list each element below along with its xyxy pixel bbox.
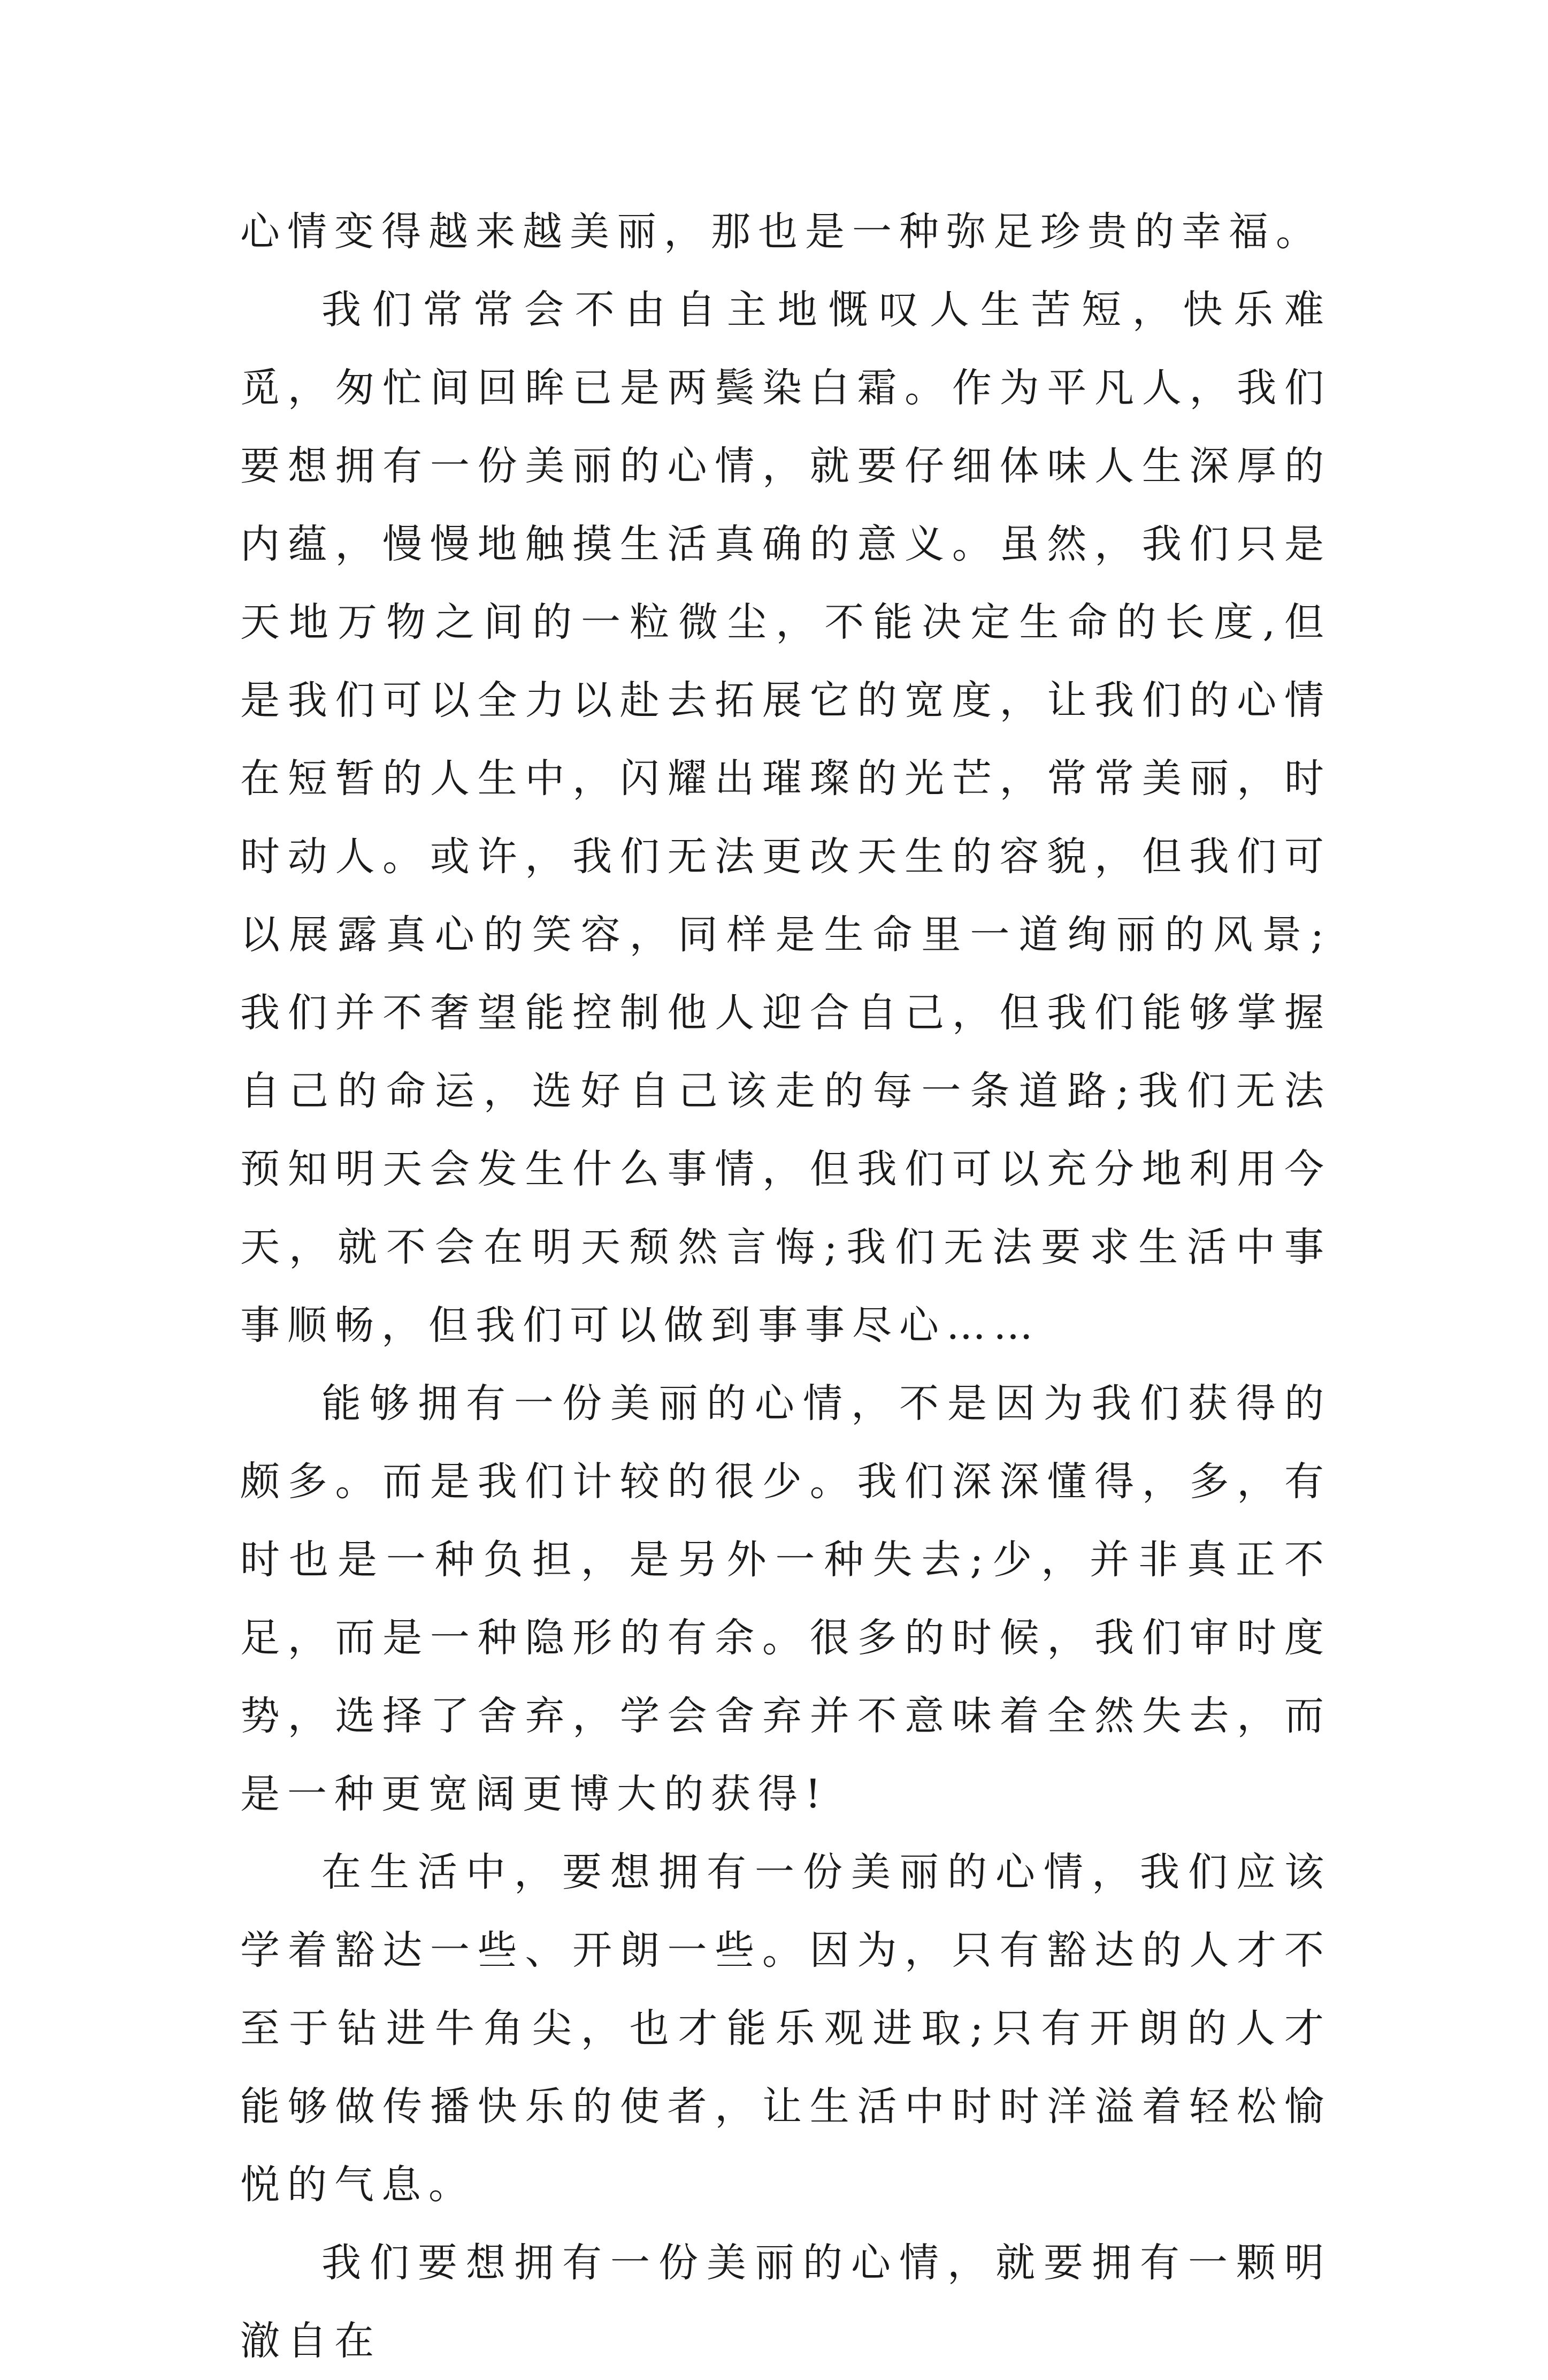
paragraph-2: 我们常常会不由自主地慨叹人生苦短，快乐难觅，匆忙间回眸已是两鬓染白霜。作为平凡人，我们要想拥有一份美丽的心情，就要仔细体味人生深厚的内蕴，慢慢地触摸生活真确的意义。虽然，我们只是天地万物之间的一粒微尘，不能决定生命的长度,但是我们可以全力以赴去拓展它的宽度，让我们的心情在短暂的人生中，闪耀出璀璨的光芒，常常美丽，时时动人。或许，我们无法更改天生的容貌，但我们可以展露真心的笑容，同样是生命里一道绚丽的风景;我们并不奢望能控制他人迎合自己，但我们能够掌握自己的命运，选好自己该走的每一条道路;我们无法预知明天会发生什么事情，但我们可以充分地利用今天，就不会在明天颓然言悔;我们无法要求生活中事事顺畅，但我们可以做到事事尽心…… — [240, 287, 1331, 1348]
paragraph-1: 心情变得越来越美丽，那也是一种弥足珍贵的幸福。 — [240, 209, 1323, 255]
paragraph-5: 我们要想拥有一份美丽的心情，就要拥有一颗明澈自在 — [240, 2240, 1331, 2364]
paragraph-4: 在生活中，要想拥有一份美丽的心情，我们应该学着豁达一些、开朗一些。因为，只有豁达的人才不至于钻进牛角尖，也才能乐观进取;只有开朗的人才能够做传播快乐的使者，让生活中时时洋溢着轻松愉悦的气息。 — [240, 1849, 1331, 2208]
document-body — [240, 193, 1331, 2380]
paragraph-3: 能够拥有一份美丽的心情，不是因为我们获得的颇多。而是我们计较的很少。我们深深懂得，多，有时也是一种负担，是另外一种失去;少，并非真正不足，而是一种隐形的有余。很多的时候，我们审时度势，选择了舍弃，学会舍弃并不意味着全然失去，而是一种更宽阔更博大的获得! — [240, 1380, 1331, 1817]
